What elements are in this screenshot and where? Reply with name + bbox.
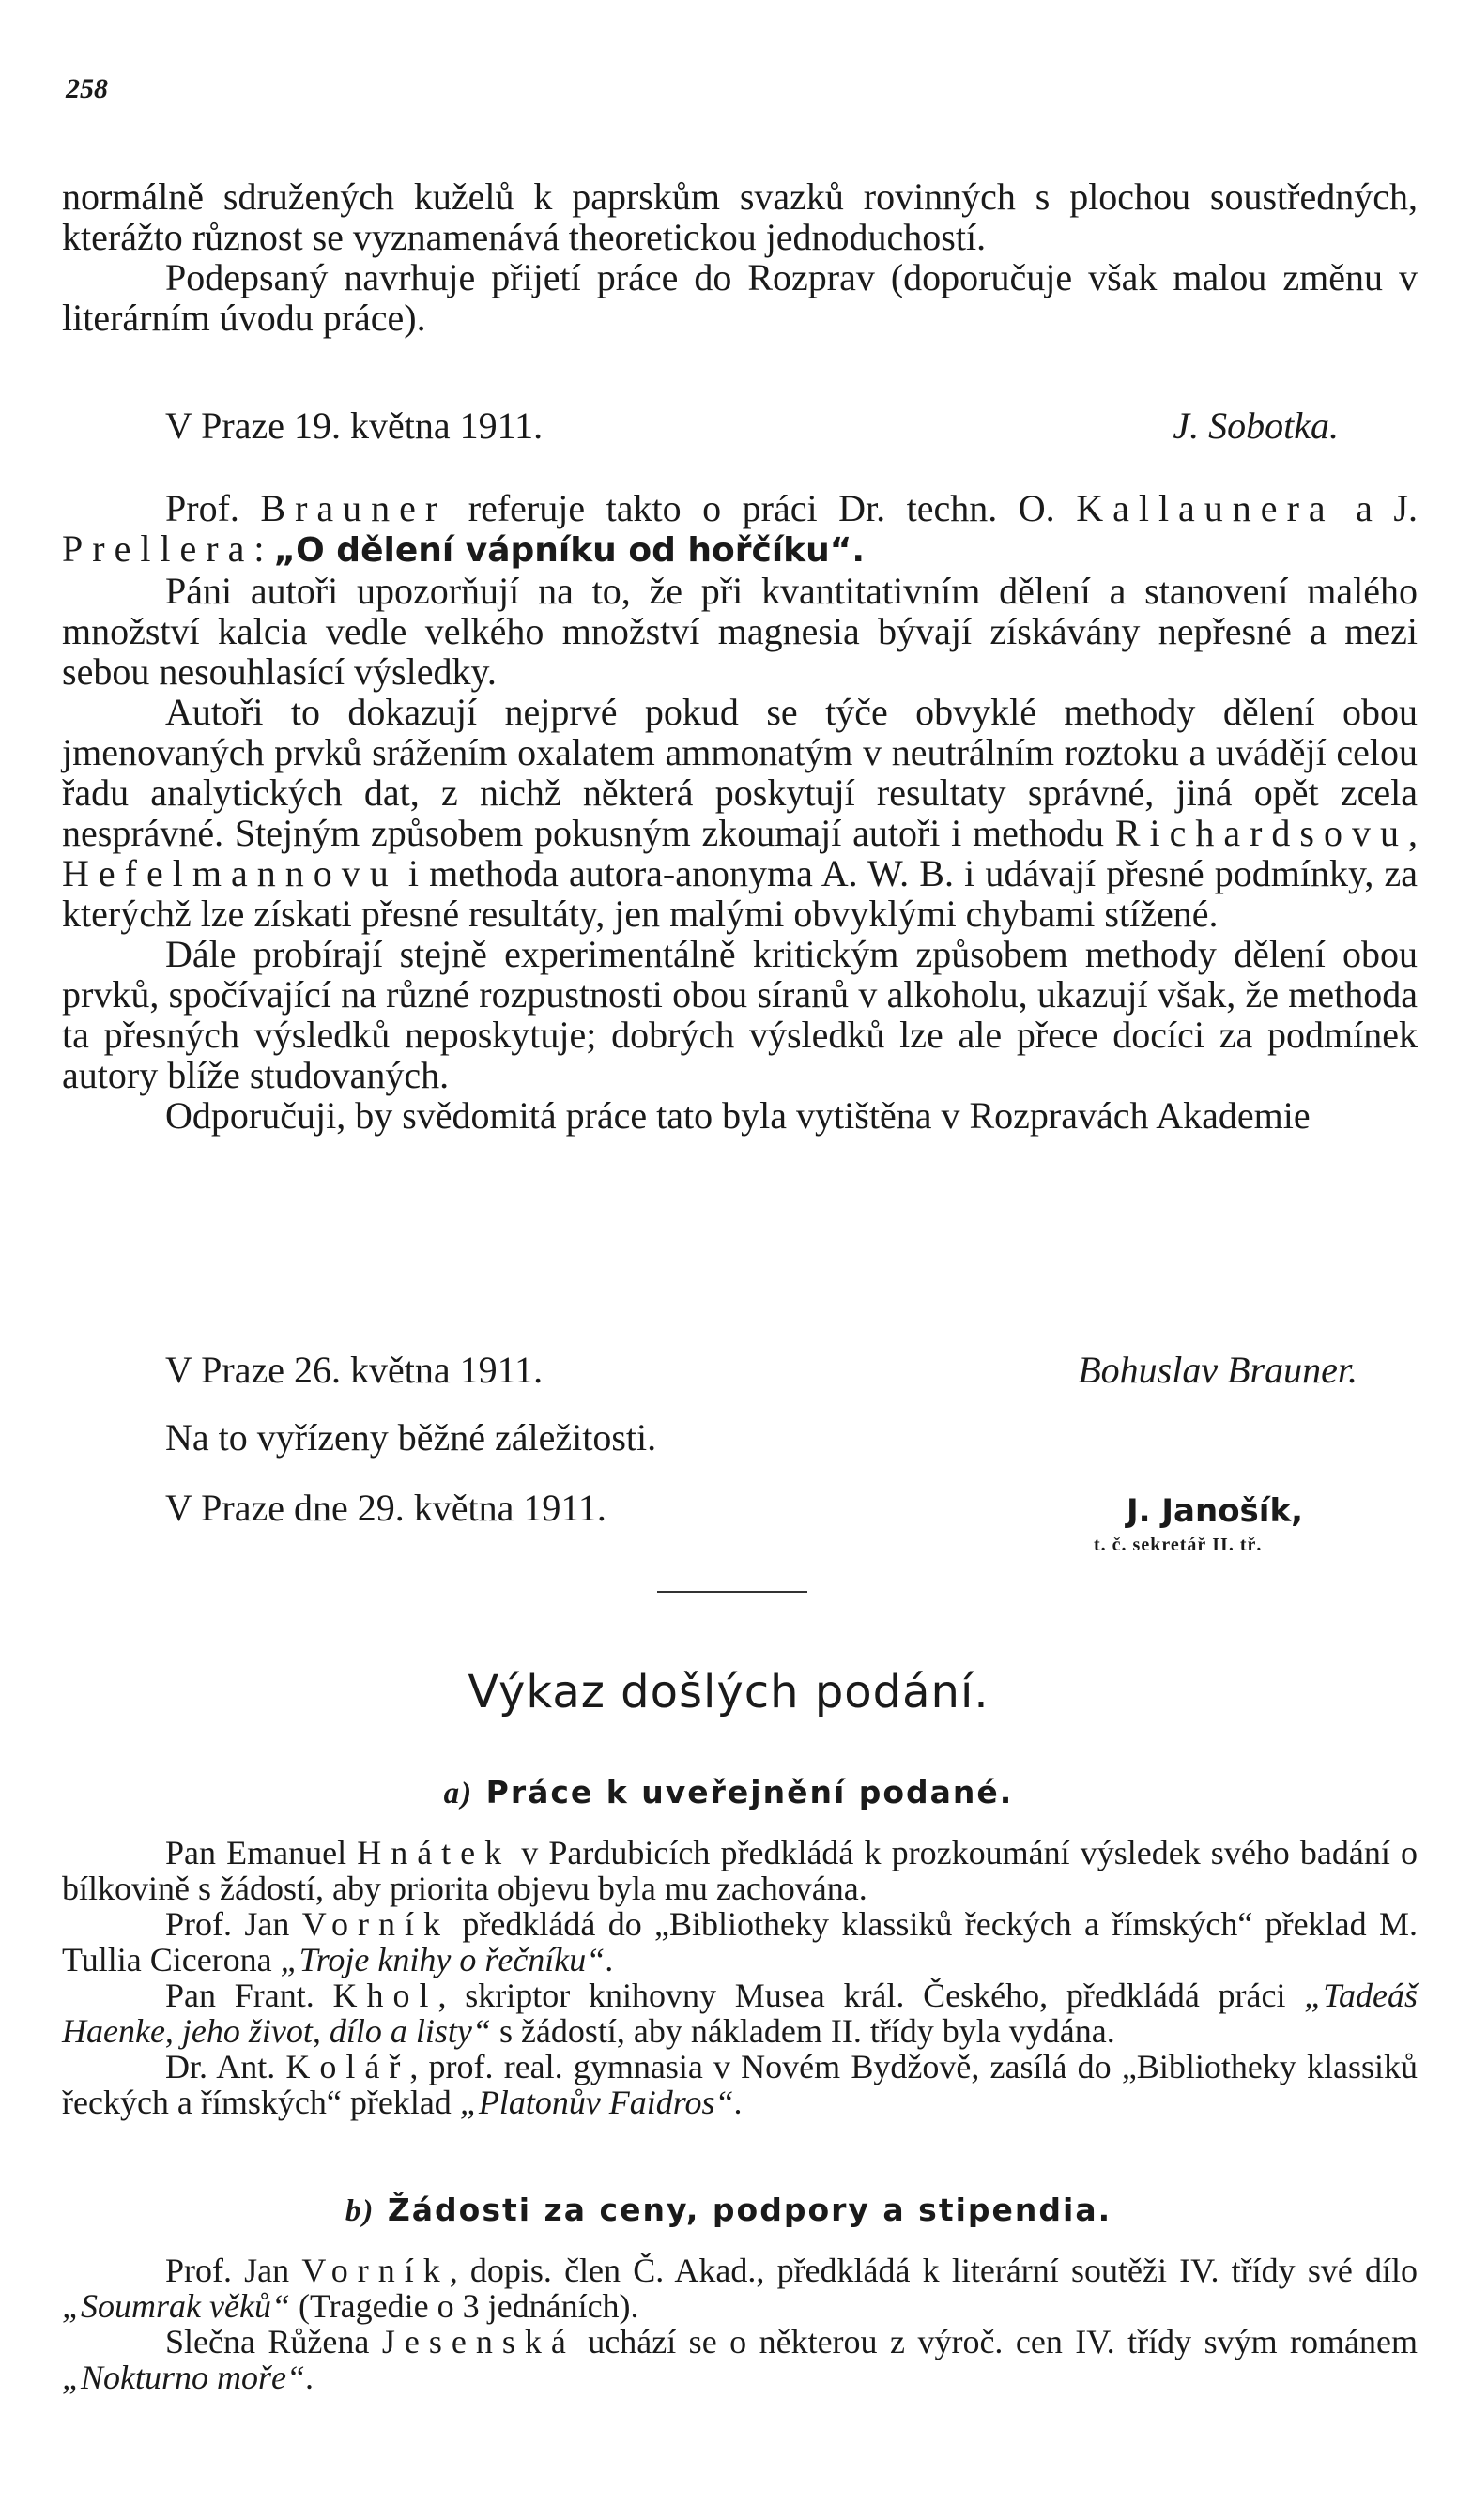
list-item: Dr. Ant. Kolář, prof. real. gymnasia v Novém Bydžově, zasílá do „Bibliotheky klassiků řeckých a římských“ překlad „Platonův Faidros“. [62, 2048, 1418, 2121]
signature-title: t. č. sekretář II. tř. [1094, 1535, 1263, 1555]
signature-brauner [165, 1350, 1376, 1390]
section-heading: Výkaz došlých podání. [468, 1666, 989, 1718]
submissions-list-b [62, 2253, 1418, 2395]
signature-date: V Praze 26. května 1911. [165, 1349, 544, 1391]
method-richardson: Richardsovu [1114, 812, 1408, 854]
list-item: Pan Frant. Khol, skriptor knihovny Musea král. Českého, předkládá práci „Tadeáš Haenke, jeho život, dílo a listy“ s žádostí, aby nákladem II. třídy byla vydána. [62, 1977, 1418, 2050]
list-item: Pan Emanuel Hnátek v Pardubicích předkládá k prozkoumání výsledek svého badání o bílkovině s žádostí, aby priorita objevu byla mu zachována. [62, 1834, 1418, 1907]
author-kallauner: Kallaunera [1076, 487, 1335, 529]
list-item: Prof. Jan Vorník předkládá do „Bibliotheky klassiků řeckých a římských“ překlad M. Tullia Cicerona „Troje knihy o řečníku“. [62, 1905, 1418, 1978]
signature-date: V Praze 19. května 1911. [165, 405, 544, 447]
paragraph-sulfates: Dále probírají stejně experimentálně kritickým způsobem methody dělení obou prvků, spočívající na různé rozpustnosti obou síranů v alkoholu, ukazují však, že methoda ta přesných výsledků neposkytuje; dobrých výsledků lze ale přece docíci za podmínek autory blíže studovaných. [62, 933, 1418, 1096]
author-preller: Prellera [62, 527, 254, 570]
subsection-heading-b: b) Žádosti za ceny, podpory a stipendia. [345, 2192, 1112, 2228]
paragraph-continuation: normálně sdružených kuželů k paprskům svazků rovinných s plochou soustředných, kterážto různost se vyznamenává theoretickou jednoduchostí. [62, 176, 1418, 258]
submissions-list-a [62, 1835, 1418, 2120]
signature-name: J. Janošík, [1127, 1492, 1303, 1530]
page-number: 258 [66, 73, 108, 104]
report-title: „O dělení vápníku od hořčíku“. [273, 531, 866, 570]
signature-date: V Praze dne 29. května 1911. [165, 1487, 606, 1529]
paragraph-recommendation: Podepsaný navrhuje přijetí práce do Rozprav (doporučuje však malou změnu v literárním úvodu práce). [62, 256, 1418, 339]
paragraph-report-intro: Prof. Brauner referuje takto o práci Dr. techn. O. Kallaunera a J. Prellera: „O dělení vápníku od hořčíku“. [62, 487, 1419, 570]
paragraph-methods: Autoři to dokazují nejprvé pokud se týče obvyklé methody dělení obou jmenovaných prvků srážením oxalatem ammonatým v neutrálním roztoku a uvádějí celou řadu analytických dat, z nichž některá poskytují resultaty správné, jiná opět zcela nesprávné. Stejným způsobem pokusným zkoumají autoři i methodu Richardsovu, Hefelmannovu i methoda autora-anonyma A. W. B. i udávají přesné podmínky, za kterýchž lze získati přesné resultáty, jen malými obvyklými chybami stížené. [62, 691, 1418, 935]
note-affairs: Na to vyřízeny běžné záležitosti. [165, 1416, 657, 1459]
body-upper [62, 176, 1418, 338]
signature-sobotka [165, 405, 1376, 446]
signature-name: J. Sobotka. [1173, 405, 1339, 447]
section-divider [657, 1591, 807, 1593]
author-brauner: Brauner [260, 487, 448, 529]
method-hefelmann: Hefelmannovu [62, 852, 398, 894]
paragraph-recommend-print: Odporučuji, by svědomitá práce tato byla vytištěna v Rozpravách Akademie [165, 1094, 1311, 1137]
paragraph-problem: Páni autoři upozorňují na to, že při kvantitativním dělení a stanovení malého množství kalcia vedle velkého množství magnesia bývají získávány nepřesné a mezi sebou nesouhlasící výsledky. [62, 570, 1418, 693]
subsection-heading-a: a) Práce k uveřejnění podané. [443, 1774, 1014, 1810]
list-item: Slečna Růžena Jesenská uchází se o některou z výroč. cen IV. třídy svým románem „Nokturno moře“. [62, 2323, 1419, 2396]
body-report [62, 488, 1418, 1136]
signature-name: Bohuslav Brauner. [1078, 1349, 1357, 1391]
list-item: Prof. Jan Vorník, dopis. člen Č. Akad., předkládá k literární soutěži IV. třídy své dílo „Soumrak věků“ (Tragedie o 3 jednáních). [62, 2252, 1418, 2325]
